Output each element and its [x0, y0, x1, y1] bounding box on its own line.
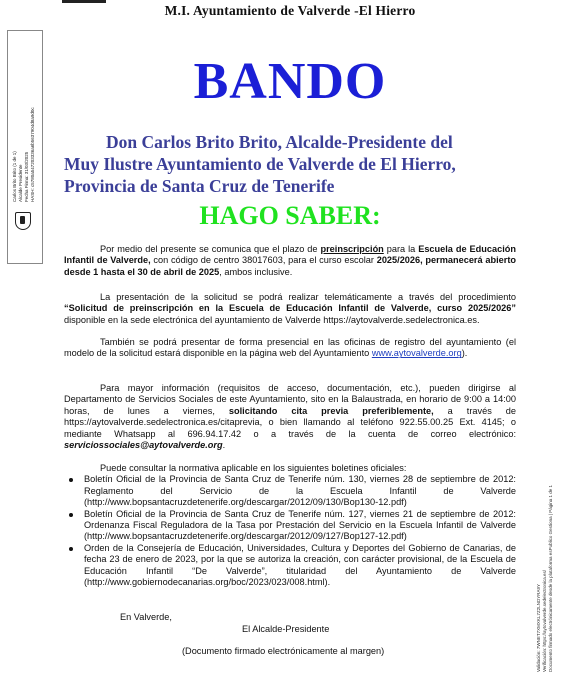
text-emphasis: 2025/2026, permanecerá abierto desde 1 hasta el 30 de abril de 2025 [64, 255, 516, 277]
text-emphasis: Escuela de Educación Infantil de Valverde, [64, 244, 516, 266]
normativa-section [64, 463, 516, 588]
signed-note: (Documento firmado electrónicamente al margen) [182, 646, 385, 656]
text-emphasis: preinscripción [320, 244, 384, 254]
hago-saber-heading: HAGO SABER: [199, 201, 381, 230]
mayor-line: Provincia de Santa Cruz de Tenerife [64, 176, 335, 196]
text: para la [383, 244, 419, 254]
text: ). [461, 348, 468, 359]
email-address: serviciossociales@aytovalverde.org [64, 440, 223, 451]
margin-line: HASH: c5780a547203336a6b5637904d8a9d0c [30, 107, 35, 202]
list-item-text: Boletín Oficial de la Provincia de Santa Cruz de Tenerife núm. 127, viernes 21 de septiembre de 2012: Ordenanza Fiscal Reguladora de la Tasa por Prestación del Servicio en la Escuela Infantil de Valverde (http://www.bopsantacruzdetenerife.org/descargar/2012/09/127/Bop127-12.pdf) [84, 508, 516, 542]
mayor-line: Muy Ilustre Ayuntamiento de Valverde de El Hierro, [64, 154, 456, 174]
boletines-list [64, 474, 516, 588]
list-item [64, 509, 516, 543]
text: Por medio del presente se comunica que el plazo de [100, 244, 321, 254]
text-emphasis: solicitando cita previa preferiblemente, [228, 405, 434, 416]
list-item [64, 474, 516, 508]
text: disponible en la sede electrónica del ayuntamiento de Valverde https://aytovalverde.sedelectronica.es. [64, 314, 480, 325]
text: También se podrá presentar de forma presencial en las oficinas de registro del ayuntamiento (el modelo de la solicitud estará disponible en la página web del Ayuntamiento [64, 337, 516, 359]
margin-line: Carlos Brito Brito (1 de 1) [12, 151, 17, 202]
paragraph-informacion [64, 383, 516, 451]
text: Para mayor información (requisitos de acceso, documentación, etc.), pueden dirigirse al Departamento de Servicios Sociales de este Ayuntamiento, sito en la Balaustrada, en horario de 9:00 a 14:00 horas, de lunes a viernes, [64, 383, 516, 416]
list-item-text: Orden de la Consejería de Educación, Universidades, Cultura y Deportes del Gobierno de Canarias, de fecha 23 de enero de 2023, por la que se autoriza la creación, con carácter provisional, de la Escuela de Educación Infantil “De Valverde”, titularidad del Ayuntamiento de Valverde (http://www.gobiernodecanarias.org/boc/2023/023/008.html). [84, 542, 516, 588]
text: La presentación de la solicitud se podrá realizar telemáticamente a través del procedimiento [100, 292, 516, 302]
text: con código de centro 38017603, para el curso escolar [150, 255, 377, 266]
ayuntamiento-website-link[interactable]: www.aytovalverde.org [371, 348, 462, 359]
text: a través de https://aytovalverde.sedelectronica.es/citaprevia, o bien llamando al teléfono 922.55.00.25 Ext. 4145; o mediante Whatsapp al 696.94.17.42 o a través de la cuenta de correo electrónico: [64, 405, 516, 439]
bullet-icon [69, 513, 73, 517]
list-item [64, 543, 516, 589]
margin-line: Validación: 7WNET7XMXKL7Z2LNDYRA9Y [536, 584, 541, 672]
text: . [222, 440, 226, 451]
bullet-icon [69, 478, 73, 482]
paragraph-solicitud [64, 292, 516, 326]
page-header: M.I. Ayuntamiento de Valverde -El Hierro [164, 3, 416, 18]
verification-margin-text [536, 436, 576, 672]
paragraph-plazo [64, 244, 516, 278]
mayor-line: Don Carlos Brito Brito, Alcalde-Presidente del [106, 132, 453, 152]
signer-title: El Alcalde-Presidente [242, 624, 330, 634]
margin-line: Documento firmado electrónicamente desde la plataforma esPublico Gestiona | Página 1 de 1 [548, 484, 553, 672]
margin-line: Verificación: https://aytovalverde.sedelectronica.es/ [542, 569, 547, 672]
document-title: BANDO [193, 53, 387, 110]
normativa-intro: Puede consultar la normativa aplicable en los siguientes boletines oficiales: [100, 463, 407, 473]
paragraph-presencial [64, 337, 516, 360]
margin-line: Fecha Firma: 31/03/2025 [24, 151, 29, 202]
place-line: En Valverde, [120, 612, 172, 622]
margin-line: Alcalde Presidente [18, 164, 23, 202]
text: , ambos inclusive. [219, 266, 293, 277]
bullet-icon [69, 547, 73, 551]
text-emphasis: “Solicitud de preinscripción en la Escuela de Educación Infantil de Valverde, curso 2025/2026” [64, 303, 516, 314]
mayor-heading [64, 131, 524, 197]
list-item-text: Boletín Oficial de la Provincia de Santa Cruz de Tenerife núm. 130, viernes 28 de septiembre de 2012: Reglamento del Servicio de la Escuela Infantil de Valverde (http://www.bopsantacruzdetenerife.org/descargar/2012/09/130/Bop130-12.pdf) [84, 474, 516, 508]
